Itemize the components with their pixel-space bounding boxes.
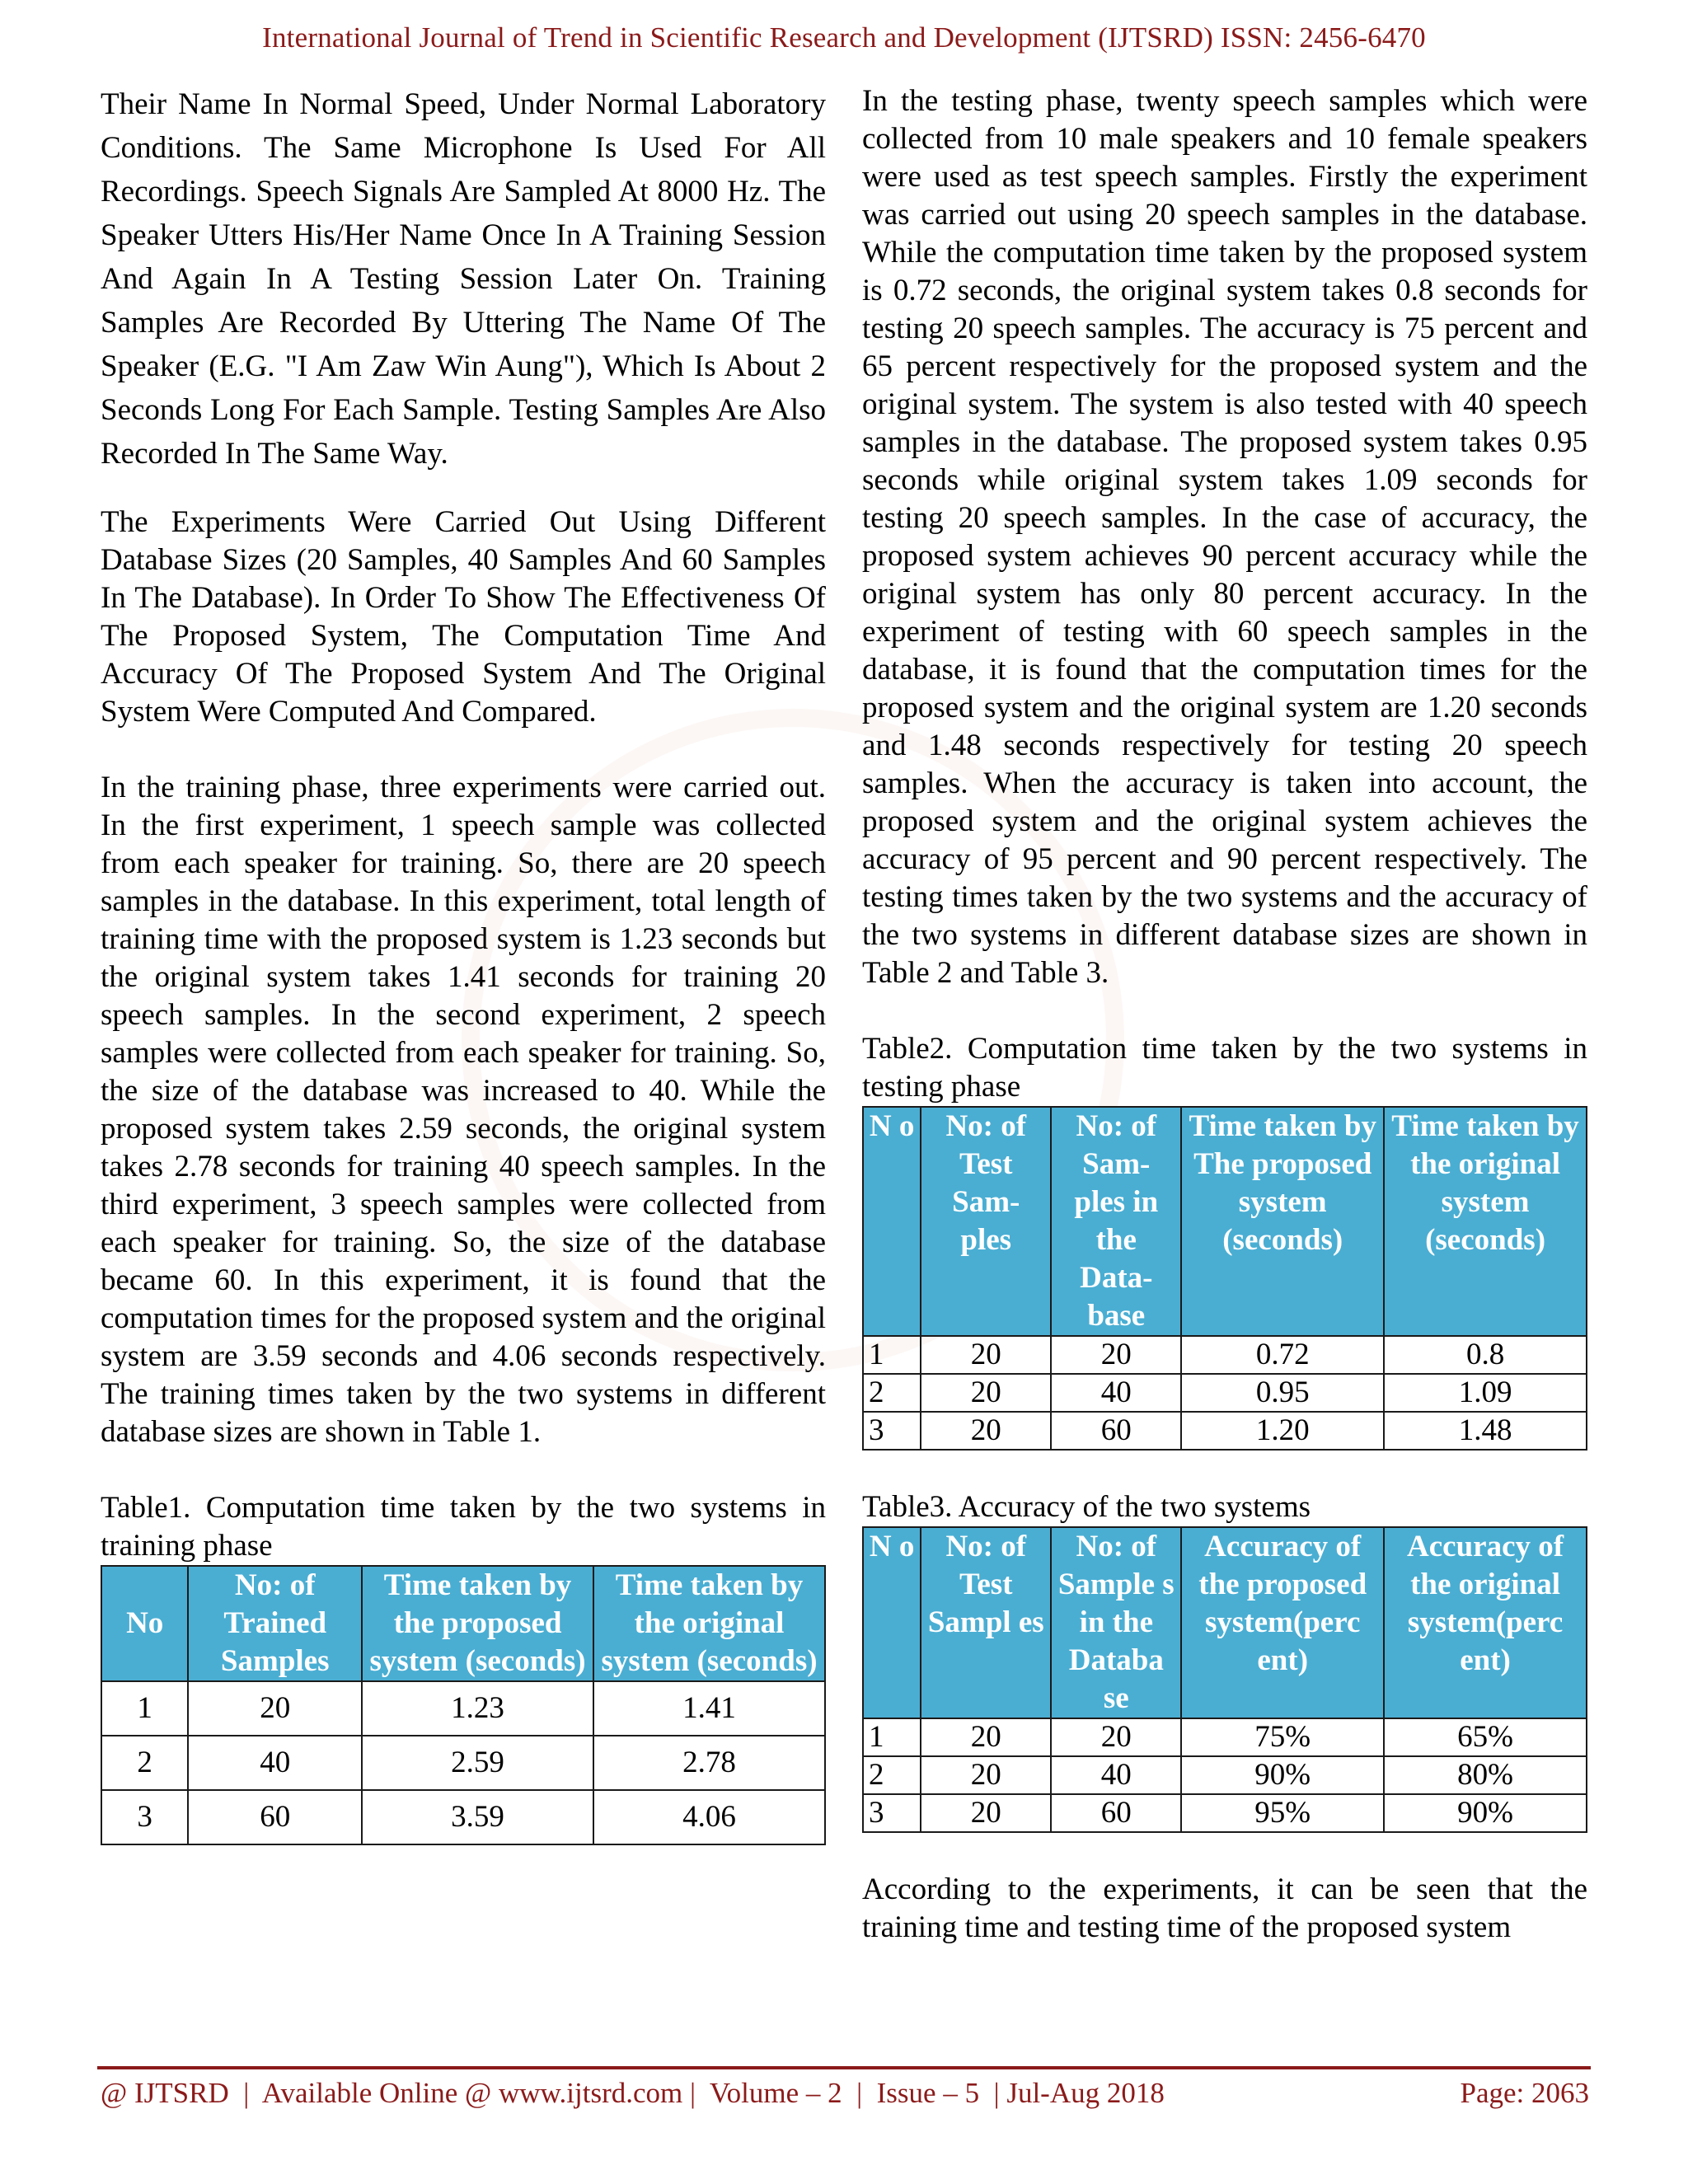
table3-header-cell: Accuracy of the proposed system(perc ent) bbox=[1181, 1527, 1384, 1718]
table1 bbox=[101, 1565, 826, 1845]
table-cell: 3 bbox=[101, 1790, 188, 1844]
footer-text: @ IJTSRD | Available Online @ www.ijtsrd.com | Volume – 2 | Issue – 5 | Jul-Aug 2018 bbox=[101, 2077, 1165, 2109]
table-cell: 2 bbox=[863, 1374, 921, 1412]
table-cell: 20 bbox=[921, 1374, 1051, 1412]
table-cell: 1.20 bbox=[1181, 1412, 1384, 1450]
table2-header-row bbox=[863, 1107, 1587, 1336]
table-cell: 90% bbox=[1384, 1794, 1587, 1832]
table-cell: 75% bbox=[1181, 1718, 1384, 1756]
table-row bbox=[863, 1718, 1587, 1756]
table-cell: 1.23 bbox=[362, 1681, 593, 1736]
table-cell: 20 bbox=[921, 1336, 1051, 1374]
table-cell: 1.41 bbox=[593, 1681, 825, 1736]
page-number: Page: 2063 bbox=[1460, 2077, 1589, 2109]
table3 bbox=[862, 1526, 1587, 1833]
table-cell: 20 bbox=[921, 1794, 1051, 1832]
left-paragraph-3: In the training phase, three experiments were carried out. In the first experiment, 1 speech sample was collected from each speaker for training. So, there are 20 speech samples in the database. In this experiment, total length of training time with the proposed system is 1.23 seconds but the original system takes 1.41 seconds for training 20 speech samples. In the second experiment, 2 speech samples were collected from each speaker for training. So, the size of the database was increased to 40. While the proposed system takes 2.59 seconds, the original system takes 2.78 seconds for training 40 speech samples. In the third experiment, 3 speech samples were collected from each speaker for training. So, the size of the database became 60. In this experiment, it is found that the computation times for the proposed system and the original system are 3.59 seconds and 4.06 seconds respectively. The training times taken by the two systems in different database sizes are shown in Table 1. bbox=[101, 771, 826, 1449]
table-cell: 20 bbox=[921, 1718, 1051, 1756]
table-cell: 0.95 bbox=[1181, 1374, 1384, 1412]
footer-divider bbox=[97, 2066, 1591, 2069]
table-cell: 20 bbox=[188, 1681, 362, 1736]
table-row bbox=[101, 1681, 825, 1736]
table1-header-row bbox=[101, 1566, 825, 1681]
table3-header-cell: N o bbox=[863, 1527, 921, 1718]
table3-caption: Table3. Accuracy of the two systems bbox=[862, 1490, 1311, 1524]
table-row bbox=[863, 1336, 1587, 1374]
table-row bbox=[101, 1790, 825, 1844]
table3-header-row bbox=[863, 1527, 1587, 1718]
right-paragraph-1: In the testing phase, twenty speech samples which were collected from 10 male speakers and 10 female speakers were used as test speech samples. Firstly the experiment was carried out using 20 speech samples in the database. While the computation time taken by the proposed system is 0.72 seconds, the original system takes 0.8 seconds for testing 20 speech samples. The accuracy is 75 percent and 65 percent respectively for the proposed system and the original system. The system is also tested with 40 speech samples in the database. The proposed system takes 0.95 seconds while original system takes 1.09 seconds for testing 20 speech samples. In the case of accuracy, the proposed system achieves 90 percent accuracy while the original system has only 80 percent accuracy. In the experiment of testing with 60 speech samples in the database, it is found that the computation times for the proposed system and the original system are 1.20 seconds and 1.48 seconds respectively for testing 20 speech samples. When the accuracy is taken into account, the proposed system and the original system achieves the accuracy of 95 percent and 90 percent respectively. The testing times taken by the two systems and the accuracy of the two systems in different database sizes are shown in Table 2 and Table 3. bbox=[862, 84, 1587, 990]
right-paragraph-2: According to the experiments, it can be seen that the training time and testing time of the proposed system bbox=[862, 1872, 1587, 1944]
left-paragraph-1: Their Name In Normal Speed, Under Normal Laboratory Conditions. The Same Microphone Is Used For All Recordings. Speech Signals Are Sampled At 8000 Hz. The Speaker Utters His/Her Name Once In A Training Session And Again In A Testing Session Later On. Training Samples Are Recorded By Uttering The Name Of The Speaker (E.G. "I Am Zaw Win Aung"), Which Is About 2 Seconds Long For Each Sample. Testing Samples Are Also Recorded In The Same Way. bbox=[101, 87, 826, 471]
table-cell: 80% bbox=[1384, 1756, 1587, 1794]
table-cell: 2 bbox=[101, 1736, 188, 1790]
table-cell: 2 bbox=[863, 1756, 921, 1794]
table1-header-cell: Time taken by the proposed system (seconds) bbox=[362, 1566, 593, 1681]
table-row bbox=[863, 1412, 1587, 1450]
journal-header: International Journal of Trend in Scientific Research and Development (IJTSRD) ISSN: 2456-6470 bbox=[262, 21, 1426, 54]
table-cell: 3 bbox=[863, 1794, 921, 1832]
left-paragraph-2: The Experiments Were Carried Out Using Different Database Sizes (20 Samples, 40 Samples And 60 Samples In The Database). In Order To Show The Effectiveness Of The Proposed System, The Computation Time And Accuracy Of The Proposed System And The Original System Were Computed And Compared. bbox=[101, 505, 826, 729]
right-column bbox=[862, 82, 1587, 1947]
table-cell: 4.06 bbox=[593, 1790, 825, 1844]
table-cell: 1 bbox=[863, 1336, 921, 1374]
table-cell: 2.59 bbox=[362, 1736, 593, 1790]
table-cell: 1 bbox=[863, 1718, 921, 1756]
table1-header-cell: No: of Trained Samples bbox=[188, 1566, 362, 1681]
table3-header-cell: No: of Sample s in the Databa se bbox=[1051, 1527, 1181, 1718]
table-cell: 20 bbox=[921, 1412, 1051, 1450]
table2-caption: Table2. Computation time taken by the two systems in testing phase bbox=[862, 1032, 1587, 1104]
table2-header-cell: Time taken by the original system (seconds) bbox=[1384, 1107, 1587, 1336]
table-row bbox=[863, 1794, 1587, 1832]
table-cell: 3.59 bbox=[362, 1790, 593, 1844]
table2-header-cell: N o bbox=[863, 1107, 921, 1336]
table-cell: 20 bbox=[1051, 1336, 1181, 1374]
table-cell: 2.78 bbox=[593, 1736, 825, 1790]
table-cell: 20 bbox=[1051, 1718, 1181, 1756]
table3-header-cell: Accuracy of the original system(perc ent) bbox=[1384, 1527, 1587, 1718]
table-cell: 1 bbox=[101, 1681, 188, 1736]
table-cell: 1.09 bbox=[1384, 1374, 1587, 1412]
page-footer bbox=[101, 2077, 1589, 2110]
table2-header-cell: Time taken by The proposed system (seconds) bbox=[1181, 1107, 1384, 1336]
table-cell: 40 bbox=[1051, 1756, 1181, 1794]
table-row bbox=[863, 1374, 1587, 1412]
table1-caption: Table1. Computation time taken by the two systems in training phase bbox=[101, 1491, 826, 1563]
table1-header-cell: No bbox=[101, 1566, 188, 1681]
table-cell: 95% bbox=[1181, 1794, 1384, 1832]
left-column bbox=[101, 82, 826, 1845]
table3-header-cell: No: of Test Sampl es bbox=[921, 1527, 1051, 1718]
table2-header-cell: No: of Sam- ples in the Data- base bbox=[1051, 1107, 1181, 1336]
table-cell: 0.8 bbox=[1384, 1336, 1587, 1374]
table-cell: 90% bbox=[1181, 1756, 1384, 1794]
table-cell: 40 bbox=[188, 1736, 362, 1790]
table-cell: 1.48 bbox=[1384, 1412, 1587, 1450]
table-row bbox=[863, 1756, 1587, 1794]
table-cell: 20 bbox=[921, 1756, 1051, 1794]
table2 bbox=[862, 1106, 1587, 1451]
table-cell: 0.72 bbox=[1181, 1336, 1384, 1374]
table-cell: 65% bbox=[1384, 1718, 1587, 1756]
table-cell: 60 bbox=[1051, 1412, 1181, 1450]
table1-header-cell: Time taken by the original system (seconds) bbox=[593, 1566, 825, 1681]
table-cell: 60 bbox=[1051, 1794, 1181, 1832]
table-cell: 3 bbox=[863, 1412, 921, 1450]
table-cell: 60 bbox=[188, 1790, 362, 1844]
table-row bbox=[101, 1736, 825, 1790]
table2-header-cell: No: of Test Sam- ples bbox=[921, 1107, 1051, 1336]
table-cell: 40 bbox=[1051, 1374, 1181, 1412]
